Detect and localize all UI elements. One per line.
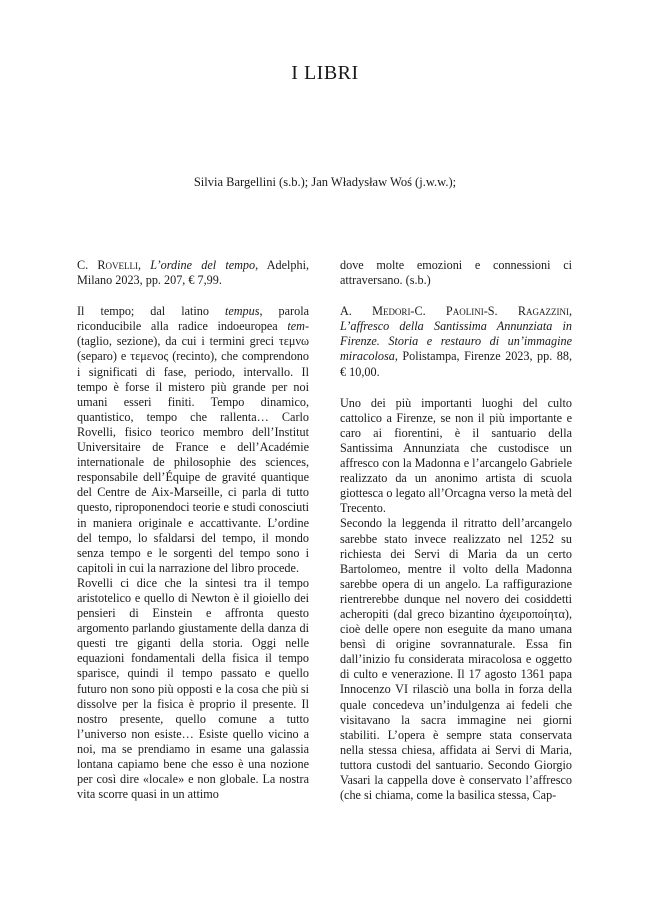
review2-citation xyxy=(340,304,572,379)
review1-p1-b: , parola riconducibile alla radice indoeuropea xyxy=(77,304,309,334)
contributors-line: Silvia Bargellini (s.b.); Jan Władysław Woś (j.w.w.); xyxy=(193,175,457,189)
review1-details: , Adelphi, Milano 2023, pp. 207, € 7,99. xyxy=(77,258,310,288)
review1-p1-tempus: tempus xyxy=(224,304,260,319)
review1-sep: , xyxy=(138,258,151,272)
review2-sep: , xyxy=(568,304,572,319)
review1-book-title: L’ordine del tempo xyxy=(150,258,256,272)
review2-book-title: L’affresco della Santissima Annunziata in Firenze. Storia e restauro di un’immagine miracolosa xyxy=(340,319,572,364)
left-column xyxy=(77,258,309,802)
review1-p1-a: Il tempo; dal latino xyxy=(77,304,225,319)
review2-details: , Polistampa, Firenze 2023, pp. 88, € 10,00. xyxy=(340,349,572,379)
review1-author: C. Rovelli xyxy=(77,258,138,272)
review1-p1-tem: tem- xyxy=(287,319,309,334)
review1-citation xyxy=(77,258,309,288)
review1-paragraph-1 xyxy=(77,304,309,576)
review2-paragraph-2: Secondo la leggenda il ritratto dell’arcangelo sarebbe stato invece realizzato nel 1252 su richiesta dei Servi di Maria da un certo Bartolomeo, mentre il volto della Madonna sarebbe opera di un angelo. La raffigurazione rientrerebbe dunque nel novero dei cosiddetti acheropiti (dal greco bizantino ἀχειροποίητα), cioè delle opere non eseguite da mano umana bensì di origine sovrannaturale. Essa fin dall’inizio fu considerata miracolosa e oggetto di culto e venerazione. Il 17 agosto 1361 papa Innocenzo VI rilasciò una bolla in forza della quale concedeva un’indulgenza ai fedeli che visitavano la sacra immagine nei giorni stabiliti. L’opera è sempre stata conservata nella stessa chiesa, affidata ai Servi di Maria, tuttora custodi del santuario. Secondo Giorgio Vasari la cappella dove è conservato l’affresco (che si chiama, come la basilica stessa, Cap- xyxy=(340,516,572,803)
review2-paragraph-1: Uno dei più importanti luoghi del culto cattolico a Firenze, se non il più importante e caro ai fiorentini, è il santuario della Santissima Annunziata che custodisce un affresco con la Madonna e l’arcangelo Gabriele realizzato da un anonimo artista di scuola giottesca o legato all’Orcagna verso la metà del Trecento. xyxy=(340,395,572,516)
right-column xyxy=(340,258,572,803)
page-title: I LIBRI xyxy=(291,62,359,84)
review1-continuation: dove molte emozioni e connessioni ci attraversano. (s.b.) xyxy=(340,258,572,288)
review1-p1-c: (taglio, sezione), da cui i termini greci τεμνω (separo) e τεμενος (recinto), che comprendono i significati di fase, periodo, intervallo. Il tempo è forse il mistero più grande per noi umani esseri finiti. Tempo dinamico, quantistico, tempo che rallenta… Carlo Rovelli, fisico teorico membro dell’Institut Universitaire de France e dell’Académie internationale de philosophie des sciences, responsabile dell’Équipe de gravité quantique del Centre de Aix-Marseille, ci parla di tutto questo, riproponendoci teorie e studi conosciuti in maniera originale e accattivante. L’ordine del tempo, lo sfaldarsi del tempo, il mondo senza tempo e le sorgenti del tempo sono i capitoli in cui la narrazione del libro procede. xyxy=(77,334,309,575)
review2-authors: A. Medori-C. Paolini-S. Ragazzini xyxy=(340,304,569,319)
review1-paragraph-2: Rovelli ci dice che la sintesi tra il tempo aristotelico e quello di Newton è il gioiello dei pensieri di Einstein e affronta questo argomento parlando giustamente della danza di questi tre giganti della storia. Oggi nelle equazioni fondamentali della fisica il tempo sparisce, quindi il tempo passato e quello futuro non sono più opposti e la cosa che più si dissolve per la fisica è proprio il presente. Il nostro presente, quello comune a tutto l’universo non esiste… Esiste quello vicino a noi, ma se prendiamo in esame una galassia lontana capiamo bene che esso è una nozione per così dire «locale» e non globale. La nostra vita scorre quasi in un attimo xyxy=(77,575,309,802)
